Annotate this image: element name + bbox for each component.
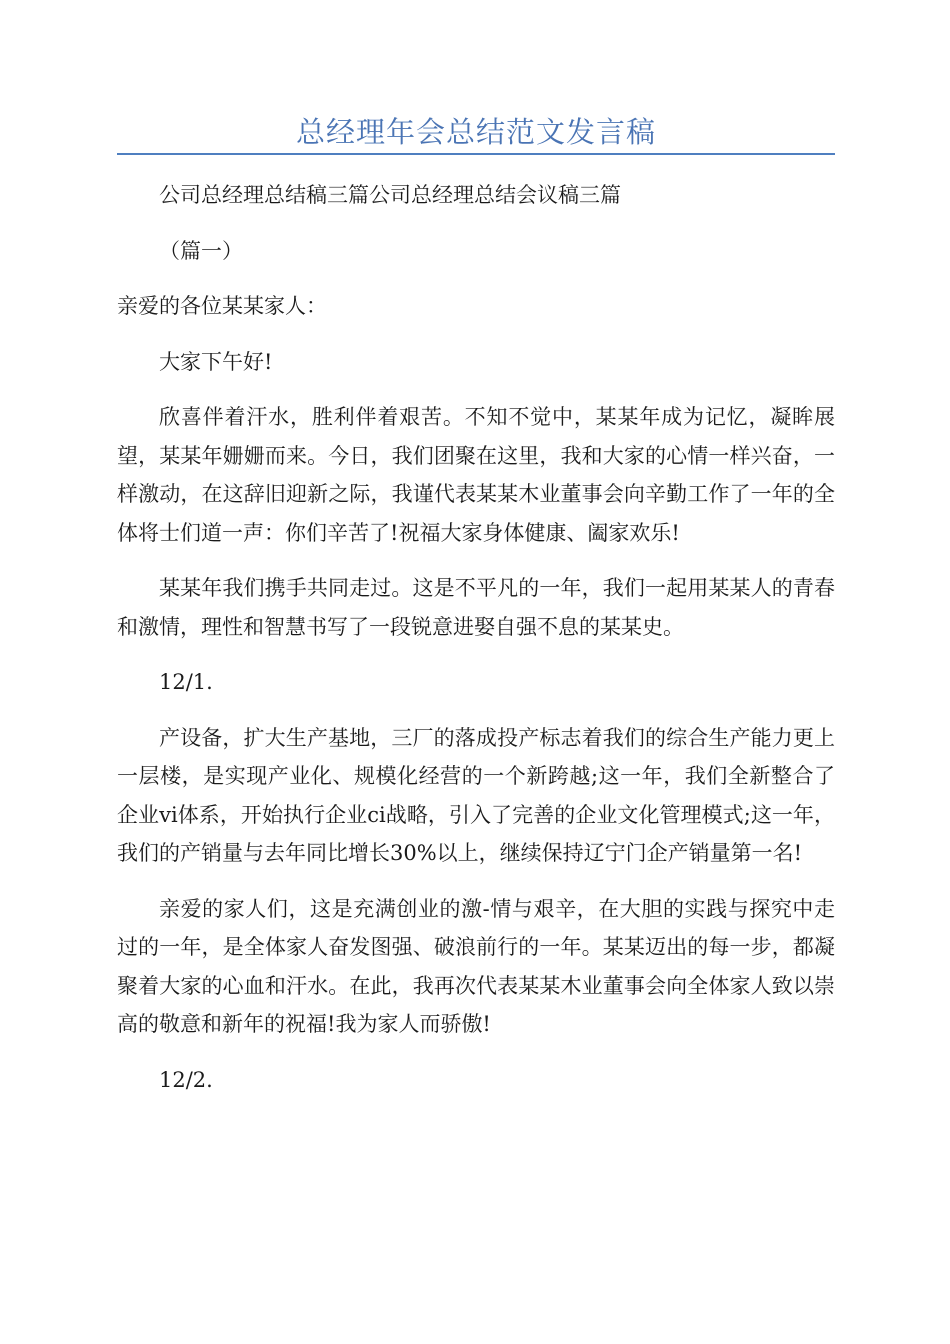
title-underline	[117, 153, 835, 155]
paragraph: 12/1.	[159, 670, 213, 694]
paragraph: 大家下午好!	[159, 349, 273, 374]
paragraph: 欣喜伴着汗水，胜利伴着艰苦。不知不觉中，某某年成为记忆，凝眸展望，某某年姗姗而来。今日，我们团聚在这里，我和大家的心情一样兴奋，一样激动，在这辞旧迎新之际，我谨代表某某木业董事会向辛勤工作了一年的全体将士们道一声：你们辛苦了!祝福大家身体健康、阖家欢乐!	[117, 405, 835, 545]
paragraph: 12/2.	[159, 1067, 213, 1092]
paragraph: 公司总经理总结稿三篇公司总经理总结会议稿三篇	[159, 183, 621, 207]
paragraph: 产设备，扩大生产基地，三厂的落成投产标志着我们的综合生产能力更上一层楼，是实现产业化、规模化经营的一个新跨越;这一年，我们全新整合了企业vi体系，开始执行企业ci战略，引入了完善的企业文化管理模式;这一年，我们的产销量与去年同比增长30%以上，继续保持辽宁门企产销量第一名!	[117, 725, 835, 865]
document-body	[117, 176, 835, 1099]
paragraph: （篇一）	[159, 238, 243, 263]
paragraph: 某某年我们携手共同走过。这是不平凡的一年，我们一起用某某人的青春和激情，理性和智慧书写了一段锐意进娶自强不息的某某史。	[117, 576, 835, 639]
paragraph: 亲爱的家人们，这是充满创业的激-情与艰辛，在大胆的实践与探究中走过的一年，是全体家人奋发图强、破浪前行的一年。某某迈出的每一步，都凝聚着大家的心血和汗水。在此，我再次代表某某木业董事会向全体家人致以崇高的敬意和新年的祝福!我为家人而骄傲!	[117, 896, 835, 1036]
paragraph: 亲爱的各位某某家人：	[117, 294, 327, 318]
document-title: 总经理年会总结范文发言稿	[295, 115, 656, 149]
